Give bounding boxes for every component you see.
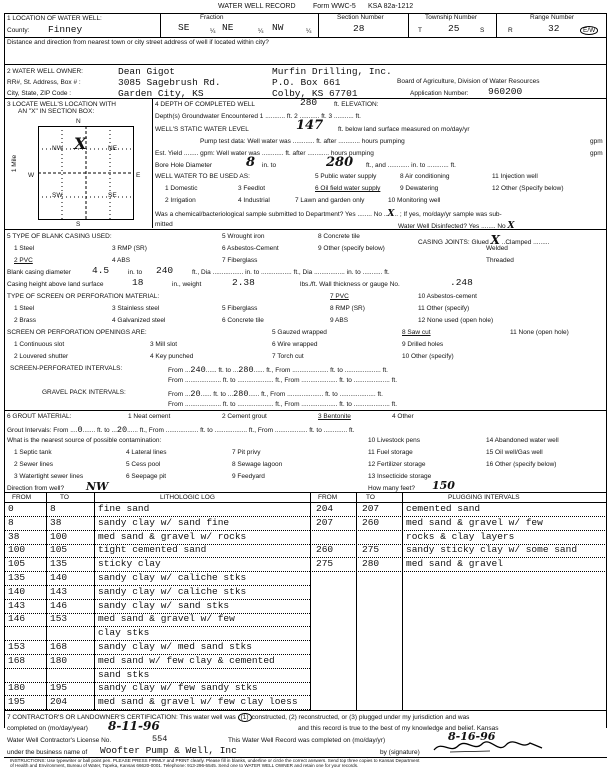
contam-1: 1 Septic tank — [14, 449, 52, 456]
opening-6: 6 Wire wrapped — [272, 341, 318, 348]
pump-test: Pump test data: Well water was ............ ft. after ............ hours pumping — [200, 138, 405, 145]
log-cell-t: 153 — [50, 613, 68, 625]
log-cell-t: 146 — [50, 599, 68, 611]
bore-value: 8 — [246, 155, 256, 170]
yield-line: Est. Yield ........ gpm: Well water was ............ ft. after ............ hours pumping — [155, 150, 374, 157]
log-cell-f: 100 — [8, 544, 26, 556]
opening-7: 7 Torch cut — [272, 353, 304, 360]
casing-diameter-value: 4.5 — [92, 265, 110, 276]
opening-4: 4 Key punched — [150, 353, 194, 360]
casing-6: 6 Asbestos-Cement — [222, 245, 279, 252]
screen-5: 5 Fiberglass — [222, 305, 258, 312]
record-completed-value: 8-16-96 — [448, 730, 496, 743]
grout-2: 2 Cement grout — [222, 413, 267, 420]
use-7: 7 Lawn and garden only — [295, 197, 365, 204]
gpm-1: gpm — [590, 138, 603, 145]
range-ew: E/W — [580, 26, 598, 35]
casing-to-value: 240 — [156, 265, 174, 276]
mitted: mitted — [155, 221, 173, 228]
log-cell-d: clay stks — [98, 627, 150, 639]
log-cell-d: sandy clay w/ few sandy stks — [98, 682, 258, 694]
how-many-feet-label: How many feet? — [368, 485, 415, 492]
casing-4: 4 ABS — [112, 257, 131, 264]
well-location-mark: X — [74, 134, 87, 153]
threaded: Threaded — [486, 257, 514, 264]
screen-11: 11 Other (specify) — [418, 305, 470, 312]
casing-height-label: Casing height above land surface — [7, 281, 104, 288]
contam-15: 15 Oil well/Gas well — [486, 449, 543, 456]
fraction-label: Fraction — [200, 14, 224, 21]
log-cell-d: sandy clay w/ sand stks — [98, 599, 230, 611]
log-cell-f: 0 — [8, 503, 14, 514]
range-value: 32 — [548, 23, 560, 34]
plugging-title: PLUGGING INTERVALS — [448, 494, 520, 501]
driller-box: P.O. Box 661 — [272, 77, 341, 88]
depth-unit: ft. ELEVATION: — [334, 101, 379, 108]
locate-title-1: 3 LOCATE WELL'S LOCATION WITH — [7, 101, 116, 108]
contamination-label: What is the nearest source of possible contamination: — [7, 437, 162, 444]
depth-label: 4 DEPTH OF COMPLETED WELL — [155, 101, 256, 108]
screen-10: 10 Asbestos-cement — [418, 293, 477, 300]
township-value: 25 — [448, 23, 460, 34]
contam-9: 9 Feedyard — [232, 473, 265, 480]
log-cell-f: 153 — [8, 641, 26, 652]
gauge-value: .248 — [450, 277, 473, 288]
screen-6: 6 Concrete tile — [222, 317, 264, 324]
log-cell-f: 195 — [8, 696, 26, 708]
section-1-title: 1 LOCATION OF WATER WELL: — [7, 15, 102, 22]
contam-16: 16 Other (specify below) — [486, 461, 557, 468]
completed-value: 8-11-96 — [108, 719, 160, 733]
opening-5: 5 Gauzed wrapped — [272, 329, 327, 336]
form-number: Form WWC-5 — [313, 3, 356, 10]
log-cell-d: med sand & gravel w/ few clay loess — [98, 696, 298, 708]
opening-10: 10 Other (specify) — [402, 353, 454, 360]
plug-cell-t: 275 — [362, 544, 380, 556]
section-number-label: Section Number — [337, 14, 384, 21]
city-value: Garden City, KS — [118, 88, 204, 99]
plug-cell-d: cemented sand — [406, 503, 481, 514]
casing-5: 5 Wrought iron — [222, 233, 265, 240]
use-12: 12 Other (Specify below) — [492, 185, 564, 192]
city-label: City, State, ZIP Code : — [7, 90, 72, 97]
fraction-3: NW — [272, 22, 284, 33]
casing-3: 3 RMP (SR) — [112, 245, 147, 252]
grid-sw: SW — [52, 192, 63, 199]
plug-cell-d: med sand & gravel w/ few — [406, 516, 543, 528]
license-value: 554 — [152, 734, 168, 744]
grout-1: 1 Neat cement — [128, 413, 171, 420]
log-cell-t: 100 — [50, 530, 68, 542]
range-label: Range Number — [530, 14, 575, 21]
quarter-1: ¼ — [210, 28, 216, 35]
contam-5: 5 Cess pool — [126, 461, 161, 468]
screen-8: 8 RMP (SR) — [330, 305, 365, 312]
log-cell-d: sandy clay w/ caliche stks — [98, 572, 247, 583]
screen-title: TYPE OF SCREEN OR PERFORATION MATERIAL: — [7, 293, 160, 300]
log-cell-d: sandy clay w/ med sand stks — [98, 641, 252, 652]
welded: Welded — [486, 245, 508, 252]
grid-ne: NE — [108, 145, 118, 152]
gpm-2: gpm — [590, 150, 603, 157]
casing-height-value: 18 — [132, 277, 144, 288]
use-3: 3 Feedlot — [238, 185, 266, 192]
contam-4: 4 Lateral lines — [126, 449, 167, 456]
grout-intervals: Grout Intervals: From ....0....... ft. to ...20...... ft., From .................. ft. to .................. ft., From .................. ft. to ............. ft. — [7, 425, 355, 435]
log-cell-d: fine sand — [98, 503, 150, 514]
opening-8: 8 Saw cut — [402, 329, 431, 336]
use-6: 6 Oil field water supply — [315, 185, 381, 192]
application-value: 960200 — [488, 86, 523, 97]
contam-12: 12 Fertilizer storage — [368, 461, 426, 468]
grout-3: 3 Bentonite — [318, 413, 351, 420]
log2-to-header: TO — [366, 494, 375, 501]
screen-4: 4 Galvanized steel — [112, 317, 166, 324]
log-cell-f: 143 — [8, 599, 26, 611]
static-label: WELL'S STATIC WATER LEVEL — [155, 126, 249, 133]
completed-label: completed on (mo/day/year) — [7, 725, 88, 732]
opening-11: 11 None (open hole) — [510, 329, 569, 336]
compass-w: W — [28, 172, 35, 179]
log-cell-d: med sand w/ few clay & cemented — [98, 654, 275, 666]
plug-cell-t: 260 — [362, 516, 380, 528]
opening-1: 1 Continuous slot — [14, 341, 65, 348]
log-title: LITHOLOGIC LOG — [160, 494, 215, 501]
screen-9: 9 ABS — [330, 317, 349, 324]
contam-14: 14 Abandoned water well — [486, 437, 559, 444]
log-cell-d: sandy clay w/ caliche stks — [98, 585, 247, 597]
owner-value: Dean Gigot — [118, 66, 176, 77]
fraction-1: SE — [178, 22, 190, 33]
wall-thickness-label: lbs./ft. Wall thickness or gauge No. — [300, 281, 400, 288]
bore-rest: ft., and ............ in. to ............ ft. — [366, 162, 456, 169]
static-value: 147 — [296, 118, 324, 133]
log-cell-d: sand stks — [98, 668, 150, 680]
truth-statement: and this record is true to the best of my knowledge and belief. Kansas — [298, 725, 499, 732]
gravel-intervals-label: GRAVEL PACK INTERVALS: — [42, 389, 126, 396]
use-11: 11 Injection well — [492, 173, 538, 180]
log-cell-f: 180 — [8, 682, 26, 694]
log-cell-t: 105 — [50, 544, 68, 556]
log2-from-header: FROM — [318, 494, 338, 501]
log-cell-f: 105 — [8, 558, 26, 570]
direction-label: Direction from well? — [7, 485, 65, 492]
plug-cell-f: 207 — [316, 516, 334, 528]
screen-7: 7 PVC — [330, 293, 349, 300]
joints-line: CASING JOINTS: Glued X ..Clamped ......... — [418, 233, 550, 247]
bore-label: Bore Hole Diameter — [155, 162, 213, 169]
township-s: S — [480, 27, 485, 34]
log-cell-f: 168 — [8, 654, 26, 666]
casing-2: 2 PVC — [14, 257, 33, 264]
log-cell-f: 146 — [8, 613, 26, 625]
contam-13: 13 Insecticide storage — [368, 473, 432, 480]
address-label: RR#, St. Address, Box # : — [7, 79, 81, 86]
contam-8: 8 Sewage lagoon — [232, 461, 283, 468]
chem-line: Was a chemical/bacteriological sample submitted to Department? Yes ........ No ..X.. ; If yes, mo/day/yr sample was sub- — [155, 209, 502, 219]
gravel-interval-2: From .................... ft. to .................... ft., From .................... ft. to .................... ft. — [168, 401, 398, 408]
use-10: 10 Monitoring well — [388, 197, 441, 204]
use-4: 4 Industrial — [238, 197, 270, 204]
log-cell-t: 143 — [50, 585, 68, 597]
instructions-1: INSTRUCTIONS: Use typewriter or ball point pen. PLEASE PRESS FIRMLY and PRINT clearly. Please fill in blanks, underline or circle the correct answers. Send top three copies to Kansas Department — [10, 758, 420, 763]
instructions-2: of Health and Environment, Bureau of Water, Topeka, Kansas 66620-0001. Telephone: 913-296-5545. Send one to WATER WELL OWNER and retain one for your records. — [10, 763, 359, 768]
log-cell-t: 204 — [50, 696, 68, 708]
contam-10: 10 Livestock pens — [368, 437, 421, 444]
row-divider — [4, 668, 310, 669]
log-cell-t: 38 — [50, 516, 62, 528]
casing-diameter-label: Blank casing diameter — [7, 269, 71, 276]
use-2: 2 Irrigation — [165, 197, 196, 204]
plug-cell-f: 275 — [316, 558, 334, 570]
form-title: WATER WELL RECORD — [218, 3, 296, 10]
locate-title-2: AN "X" IN SECTION BOX: — [18, 108, 95, 115]
screen-3: 3 Stainless steel — [112, 305, 160, 312]
log-cell-d: med sand & gravel w/ few — [98, 613, 235, 625]
bore-to-value: 280 — [326, 155, 354, 170]
county-value: Finney — [48, 24, 83, 35]
log-cell-f: 8 — [8, 516, 14, 528]
section-number-value: 28 — [353, 23, 365, 34]
screen-interval-2: From .................... ft. to .................... ft., From .................... ft. to .................... ft. — [168, 377, 398, 384]
mile-label: 1 Mile — [11, 154, 19, 173]
driller-city: Colby, KS 67701 — [272, 88, 358, 99]
log-cell-d: tight cemented sand — [98, 544, 207, 556]
bore-in-to: in. to — [262, 162, 277, 169]
contam-6: 6 Seepage pit — [126, 473, 167, 480]
quarter-2: ¼ — [258, 28, 264, 35]
casing-8: 8 Concrete tile — [318, 233, 360, 240]
log-cell-f: 140 — [8, 585, 26, 597]
log-cell-t: 140 — [50, 572, 68, 583]
groundwater-label: Depth(s) Groundwater Encountered 1 ........... ft. 2 ........... ft. 3 ........... ft. — [155, 113, 361, 120]
board-label: Board of Agriculture, Division of Water Resources — [397, 78, 540, 85]
contam-11: 11 Fuel storage — [368, 449, 413, 456]
use-5: 5 Public water supply — [315, 173, 377, 180]
owner-label: 2 WATER WELL OWNER: — [7, 68, 83, 75]
contam-2: 2 Sewer lines — [14, 461, 54, 468]
range-r: R — [508, 27, 513, 34]
compass-e: E — [136, 172, 141, 179]
casing-1: 1 Steel — [14, 245, 35, 252]
business-value: Woofter Pump & Well, Inc — [100, 745, 237, 756]
compass-s: S — [76, 221, 81, 228]
quarter-3: ¼ — [306, 28, 312, 35]
log-cell-t: 195 — [50, 682, 68, 694]
direction-value: NW — [86, 480, 109, 493]
plug-cell-f: 204 — [316, 503, 334, 514]
log-cell-f: 38 — [8, 530, 20, 542]
log-cell-t: 168 — [50, 641, 68, 652]
township-t: T — [418, 27, 422, 34]
row-divider — [4, 626, 310, 627]
contam-7: 7 Pit privy — [232, 449, 261, 456]
plug-cell-d: med sand & gravel — [406, 558, 503, 570]
certification-line: 7 CONTRACTOR'S OR LANDOWNER'S CERTIFICATION: This water well was (1) constructed, (2) reconstructed, or (3) plugged under my jurisdiction and was — [7, 714, 470, 721]
plug-cell-d: rocks & clay layers — [406, 530, 515, 542]
grout-4: 4 Other — [392, 413, 414, 420]
log-to-header: TO — [60, 494, 69, 501]
use-8: 8 Air conditioning — [400, 173, 450, 180]
opening-2: 2 Louvered shutter — [14, 353, 69, 360]
plug-cell-t: 280 — [362, 558, 380, 570]
weight-value: 2.38 — [232, 277, 255, 288]
log-cell-d: sandy clay w/ sand fine — [98, 516, 230, 528]
casing-diameter-rest: ft., Dia ................. in. to ................. ft., Dia ................. in. to ........... ft. — [192, 269, 390, 276]
how-many-feet-value: 150 — [432, 479, 455, 492]
casing-9: 9 Other (specify below) — [318, 245, 385, 252]
driller-name: Murfin Drilling, Inc. — [272, 66, 392, 77]
township-label: Township Number — [425, 14, 478, 21]
application-label: Application Number: — [410, 90, 469, 97]
screen-intervals-label: SCREEN-PERFORATED INTERVALS: — [10, 365, 123, 372]
plug-cell-t: 207 — [362, 503, 380, 514]
log-cell-d: sticky clay — [98, 558, 161, 570]
screen-interval-1: From ...240...... ft. to ...280...... ft., From .................... ft. to .................... ft. — [168, 365, 388, 375]
log-cell-t: 135 — [50, 558, 68, 570]
grid-nw: NW — [52, 145, 63, 152]
log-cell-t: 8 — [50, 503, 56, 514]
signature-label: by (signature) — [380, 749, 420, 756]
use-label: WELL WATER TO BE USED AS: — [155, 173, 250, 180]
log-cell-f: 135 — [8, 572, 26, 583]
row-divider — [310, 571, 607, 572]
ksa-number: KSA 82a-1212 — [368, 3, 414, 10]
opening-3: 3 Mill slot — [150, 341, 178, 348]
log-cell-t: 180 — [50, 654, 68, 666]
weight-label: in., weight — [172, 281, 202, 288]
log-from-header: FROM — [12, 494, 32, 501]
casing-title: 5 TYPE OF BLANK CASING USED: — [7, 233, 112, 240]
openings-title: SCREEN OR PERFORATION OPENINGS ARE: — [7, 329, 147, 336]
record-completed-label: This Water Well Record was completed on (mo/day/yr) — [228, 737, 386, 744]
disinfected-line: Water Well Disinfected? Yes ........ No X — [398, 221, 515, 231]
contam-3: 3 Watertight sewer lines — [14, 473, 84, 480]
grout-title: 6 GROUT MATERIAL: — [7, 413, 72, 420]
static-rest: ft. below land surface measured on mo/day/yr — [338, 126, 470, 133]
log-cell-d: med sand & gravel w/ rocks — [98, 530, 247, 542]
depth-value: 280 — [300, 97, 318, 108]
fraction-2: NE — [222, 22, 234, 33]
business-label: under the business name of — [7, 749, 88, 756]
plug-cell-f: 260 — [316, 544, 334, 556]
casing-in-to: in. to — [128, 269, 143, 276]
opening-9: 9 Drilled holes — [402, 341, 444, 348]
casing-7: 7 Fiberglass — [222, 257, 258, 264]
screen-1: 1 Steel — [14, 305, 35, 312]
compass-n: N — [76, 118, 81, 125]
gravel-interval-1: From ...20...... ft. to ...280...... ft., From .................... ft. to .................... ft. — [168, 389, 383, 399]
signature-image — [430, 738, 550, 756]
use-1: 1 Domestic — [165, 185, 198, 192]
license-label: Water Well Contractor's License No. — [7, 737, 112, 744]
plug-cell-d: sandy sticky clay w/ some sand — [406, 544, 578, 556]
screen-2: 2 Brass — [14, 317, 37, 324]
grid-se: SE — [108, 192, 117, 199]
address-value: 3085 Sagebrush Rd. — [118, 77, 221, 88]
county-label: County: — [7, 27, 30, 34]
use-9: 9 Dewatering — [400, 185, 439, 192]
screen-12: 12 None used (open hole) — [418, 317, 494, 324]
distance-question: Distance and direction from nearest town or city street address of well if located within city? — [7, 39, 269, 46]
